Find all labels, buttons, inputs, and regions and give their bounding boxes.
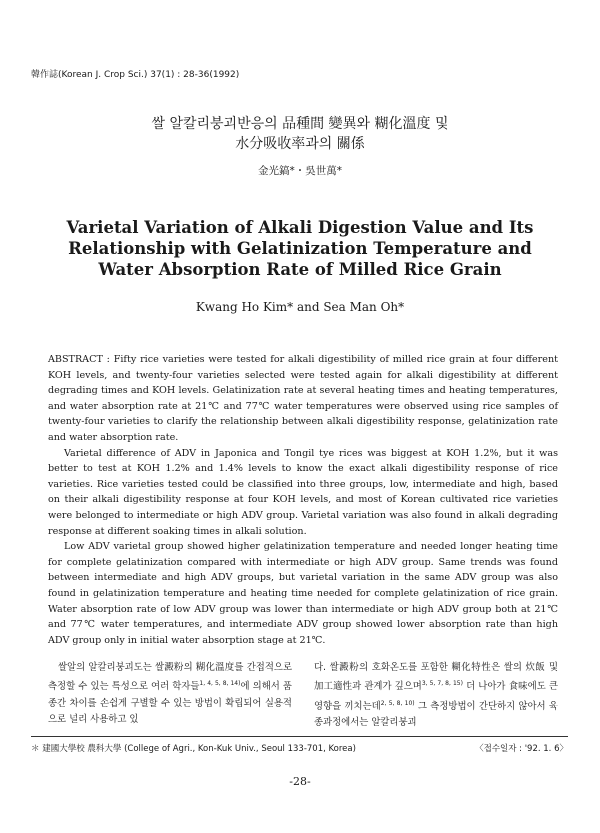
english-title (40, 217, 560, 280)
journal-citation: 韓作誌(Korean J. Crop Sci.) 37(1) : 28-36(1992) (31, 70, 240, 80)
footnote (31, 742, 568, 754)
body-left-ref-1: 1, 4, 5, 8, 14) (199, 680, 241, 688)
footnote-divider (31, 736, 568, 737)
korean-title-line-1: 쌀 알칼리붕괴반응의 品種間 變異와 糊化溫度 및 (151, 116, 449, 132)
body-right-paragraph (314, 660, 558, 731)
body-left-text-1: 쌀알의 알칼리붕괴도는 쌀澱粉의 糊化溫度를 간접적으로 측정할 수 있는 특성으로 여러 학자들 (48, 662, 292, 693)
body-left-text-2: 에 의해서 품종간 차이를 손쉽게 구별할 수 있는 방법이 확립되어 실용적으로 널리 사용하고 있 (48, 681, 292, 726)
english-authors: Kwang Ho Kim* and Sea Man Oh* (195, 300, 405, 314)
body-column-left (48, 660, 292, 731)
body-right-text-3: 그 측정방법이 간단하지 않아서 육종과정에서는 알칼리붕괴 (314, 700, 558, 729)
english-title-line-3: Water Absorption Rate of Milled Rice Grain (98, 260, 502, 279)
korean-title-line-2: 水分吸收率과의 關係 (235, 136, 365, 152)
abstract-label: ABSTRACT : (48, 354, 114, 365)
body-column-right (314, 660, 558, 731)
body-right-ref-1: 3, 5, 7, 8, 15) (421, 680, 463, 688)
korean-title (0, 114, 600, 154)
footnote-affiliation: ＊ 建國大學校 農科大學 (College of Agri., Kon-Kuk Univ., Seoul 133-701, Korea) (31, 744, 356, 754)
korean-authors: 金光鎬*・吳世萬* (258, 165, 342, 177)
abstract-paragraph-1 (48, 352, 558, 446)
page-number: -28- (289, 775, 311, 788)
abstract-paragraph-2: Varietal difference of ADV in Japonica and Tongil tye rices was biggest at KOH 1.2%, but it was better to test at KOH 1.2% and 1.4% levels to know the exact alkali digestibility response of rice varieties. Rice varieties tested could be classified into three groups, low, intermediate and high, based on their alkali digestibility response at four KOH levels, and most of Korean cultivated rice varieties were belonged to intermediate or high ADV group. Varietal variation was also found in alkali degrading response at different soaking times in alkali solution. (48, 447, 558, 537)
english-title-line-1: Varietal Variation of Alkali Digestion Value and Its (66, 218, 534, 237)
body-columns (48, 660, 558, 731)
body-left-paragraph (48, 660, 292, 728)
body-right-text-1: 다. 쌀澱粉의 호화온도를 포함한 糊化特性은 쌀의 炊飯 및 加工適性과 관계가 깊으며 (314, 662, 558, 693)
english-title-line-2: Relationship with Gelatinization Temperature and (68, 239, 532, 258)
footnote-received-date: 〈접수일자 : '92. 1. 6〉 (475, 744, 568, 754)
abstract (48, 352, 558, 648)
body-right-ref-2: 2, 5, 8, 10) (380, 699, 415, 707)
body-right-text-2: 더 나아가 食味에도 큰 영향을 끼치는데 (314, 681, 558, 712)
abstract-paragraph-3: Low ADV varietal group showed higher gelatinization temperature and needed longer heating time for complete gelatinization compared with intermediate or high ADV group. Same trends was found between intermediate and high ADV groups, but varietal variation in the same ADV group was also found in gelatinization temperature and heating time needed for complete gelatinization of rice grain. Water absorption rate of low ADV group was lower than intermediate or high ADV group both at 21℃ and 77℃ water temperatures, and intermediate ADV group showed lower absorption rate than high ADV group only in initial water absorption stage at 21℃. (48, 541, 558, 646)
abstract-paragraph-1-text: Fifty rice varieties were tested for alkali digestibility of milled rice grain at four different KOH levels, and twenty-four varieties selected were tested again for alkali digestibility at different degrading times and KOH levels. Gelatinization rate at several heating times and heating temperatures, and water absorption rate at 21℃ and 77℃ water temperatures were observed using rice samples of twenty-four varieties to clarify the relationship between alkali digestibility response, gelatinization rate and water absorption rate. (48, 354, 558, 443)
